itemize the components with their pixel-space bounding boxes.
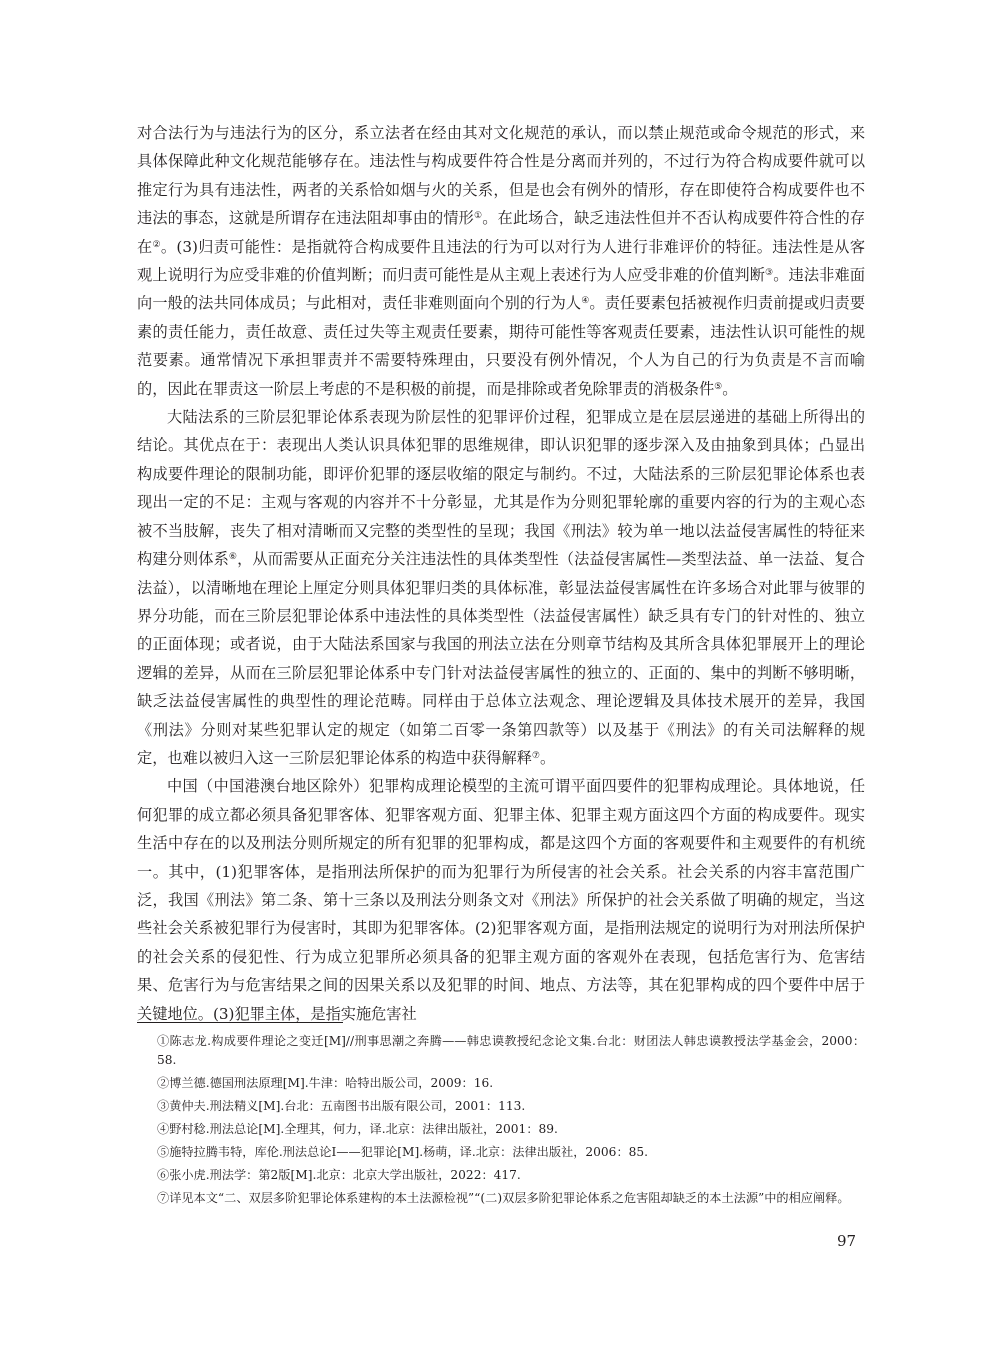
text-run: 对合法行为与违法行为的区分，系立法者在经由其对文化规范的承认，而以禁止规范或命令规范的形式，来具体保障此种文化规范能够存在。违法性与构成要件符合性是分离而并列的，不过行为符合构成要件就可以推定行为具有违法性，两者的关系恰如烟与火的关系，但是也会有例外的情形，存在即使符合构成要件也不违法的事态，这就是所谓存在违法阻却事由的情形 [137, 124, 865, 228]
footnotes [137, 1032, 865, 1212]
text-run: 。(3)归责可能性：是指就符合构成要件且违法的行为可以对行为人进行非难评价的特征。违法性是从客观上说明行为应受非难的价值判断；而归责可能性是从主观上表述行为人应受非难的价值判断 [137, 237, 866, 285]
footnote-text: 详见本文“二、双层多阶犯罪论体系建构的本土法源检视”“(二)双层多阶犯罪论体系之危害阻却缺乏的本土法源”中的相应阐释。 [169, 1191, 850, 1205]
footnote-mark: ⑤ [157, 1145, 170, 1159]
footnote-mark: ⑥ [157, 1168, 170, 1182]
body-text [137, 119, 865, 1028]
footnote-item [137, 1120, 865, 1139]
footnote-item [137, 1143, 865, 1162]
footnote-text: 施特拉腾韦特，库伦.刑法总论Ⅰ——犯罪论[M].杨萌，译.北京：法律出版社，2006：85. [169, 1145, 649, 1159]
body-paragraph [137, 119, 865, 403]
footnote-mark: ⑦ [157, 1191, 170, 1205]
footnote-item [137, 1166, 865, 1185]
text-run: 。 [539, 748, 556, 767]
footnote-item [137, 1074, 865, 1093]
footnote-reference: ③ [765, 268, 774, 279]
footnote-item [137, 1032, 865, 1070]
text-run: 大陆法系的三阶层犯罪论体系表现为阶层性的犯罪评价过程，犯罪成立是在层层递进的基础上所得出的结论。其优点在于：表现出人类认识具体犯罪的思维规律，即认识犯罪的逐步深入及由抽象到具体；凸显出构成要件理论的限制功能，即评价犯罪的逐层收缩的限定与制约。不过，大陆法系的三阶层犯罪论体系也表现出一定的不足：主观与客观的内容并不十分彰显，尤其是作为分则犯罪轮廓的重要内容的行为的主观心态被不当肢解，丧失了相对清晰而又完整的类型性的呈现；我国《刑法》较为单一地以法益侵害属性的特征来构建分则体系 [137, 408, 865, 569]
footnote-text: 张小虎.刑法学：第2版[M].北京：北京大学出版社，2022：417. [169, 1168, 521, 1182]
text-run: 。 [722, 379, 738, 398]
text-run: 。责任要素包括被视作归责前提或归责要素的责任能力，责任故意、责任过失等主观责任要素，期待可能性等客观责任要素，违法性认识可能性的规范要素。通常情况下承担罪责并不需要特殊理由，只要没有例外情况，个人为自己的行为负责是不言而喻的，因此在罪责这一阶层上考虑的不是积极的前提，而是排除或者免除罪责的消极条件 [137, 294, 866, 398]
body-paragraph [137, 403, 865, 772]
footnote-text: 野村稔.刑法总论[M].全理其，何力，译.北京：法律出版社，2001：89. [169, 1122, 558, 1136]
text-run: 中国（中国港澳台地区除外）犯罪构成理论模型的主流可谓平面四要件的犯罪构成理论。具体地说，任何犯罪的成立都必须具备犯罪客体、犯罪客观方面、犯罪主体、犯罪主观方面这四个方面的构成要件。现实生活中存在的以及刑法分则所规定的所有犯罪的犯罪构成，都是这四个方面的客观要件和主观要件的有机统一。其中，(1)犯罪客体，是指刑法所保护的而为犯罪行为所侵害的社会关系。社会关系的内容丰富范围广泛，我国《刑法》第二条、第十三条以及刑法分则条文对《刑法》所保护的社会关系做了明确的规定，当这些社会关系被犯罪行为侵害时，其即为犯罪客体。(2)犯罪客观方面，是指刑法规定的说明行为对刑法所保护的社会关系的侵犯性、行为成立犯罪所必须具备的犯罪主观方面的客观外在表现，包括危害行为、危害结果、危害行为与危害结果之间的因果关系以及犯罪的时间、地点、方法等，其在犯罪构成的四个要件中居于关键地位。(3)犯罪主体，是指实施危害社 [137, 777, 865, 1023]
footnote-reference: ② [152, 239, 161, 250]
footnote-text: 陈志龙.构成要件理论之变迁[M]//刑事思潮之奔腾——韩忠谟教授纪念论文集.台北：财团法人韩忠谟教授法学基金会，2000：58. [157, 1034, 866, 1067]
footnote-mark: ④ [157, 1122, 170, 1136]
footnote-reference: ⑤ [714, 381, 723, 392]
footnote-reference: ① [474, 211, 483, 222]
footnote-divider [137, 1022, 343, 1023]
text-run: 。在此场合，缺乏违法性但并不否认构成要件符合性的存在 [137, 209, 866, 256]
footnote-mark: ③ [157, 1099, 170, 1113]
footnote-item [137, 1189, 865, 1208]
footnote-text: 博兰德.德国刑法原理[M].牛津：哈特出版公司，2009：16. [169, 1076, 494, 1090]
footnote-mark: ② [157, 1076, 170, 1090]
body-paragraph [137, 772, 865, 1028]
footnote-text: 黄仲夫.刑法精义[M].台北：五南图书出版有限公司，2001：113. [169, 1099, 526, 1113]
footnote-mark: ① [157, 1034, 170, 1048]
footnote-reference: ④ [581, 296, 590, 307]
footnote-reference: ⑥ [228, 552, 238, 563]
footnote-item [137, 1097, 865, 1116]
footnote-reference: ⑦ [531, 750, 540, 761]
text-run: ，从而需要从正面充分关注违法性的具体类型性（法益侵害属性—类型法益、单一法益、复合法益），以清晰地在理论上厘定分则具体犯罪归类的具体标准，彰显法益侵害属性在许多场合对此罪与彼罪的界分功能，而在三阶层犯罪论体系中违法性的具体类型性（法益侵害属性）缺乏具有专门的针对性的、独立的正面体现；或者说，由于大陆法系国家与我国的刑法立法在分则章节结构及其所含具体犯罪展开上的理论逻辑的差异，从而在三阶层犯罪论体系中专门针对法益侵害属性的独立的、正面的、集中的判断不够明晰，缺乏法益侵害属性的典型性的理论范畴。同样由于总体立法观念、理论逻辑及具体技术展开的差异，我国《刑法》分则对某些犯罪认定的规定（如第二百零一条第四款等）以及基于《刑法》的有关司法解释的规定，也难以被归入这一三阶层犯罪论体系的构造中获得解释 [137, 550, 865, 767]
text-run: 。违法非难面向一般的法共同体成员；与此相对，责任非难则面向个别的行为人 [137, 266, 866, 313]
page-number: 97 [837, 1232, 857, 1250]
